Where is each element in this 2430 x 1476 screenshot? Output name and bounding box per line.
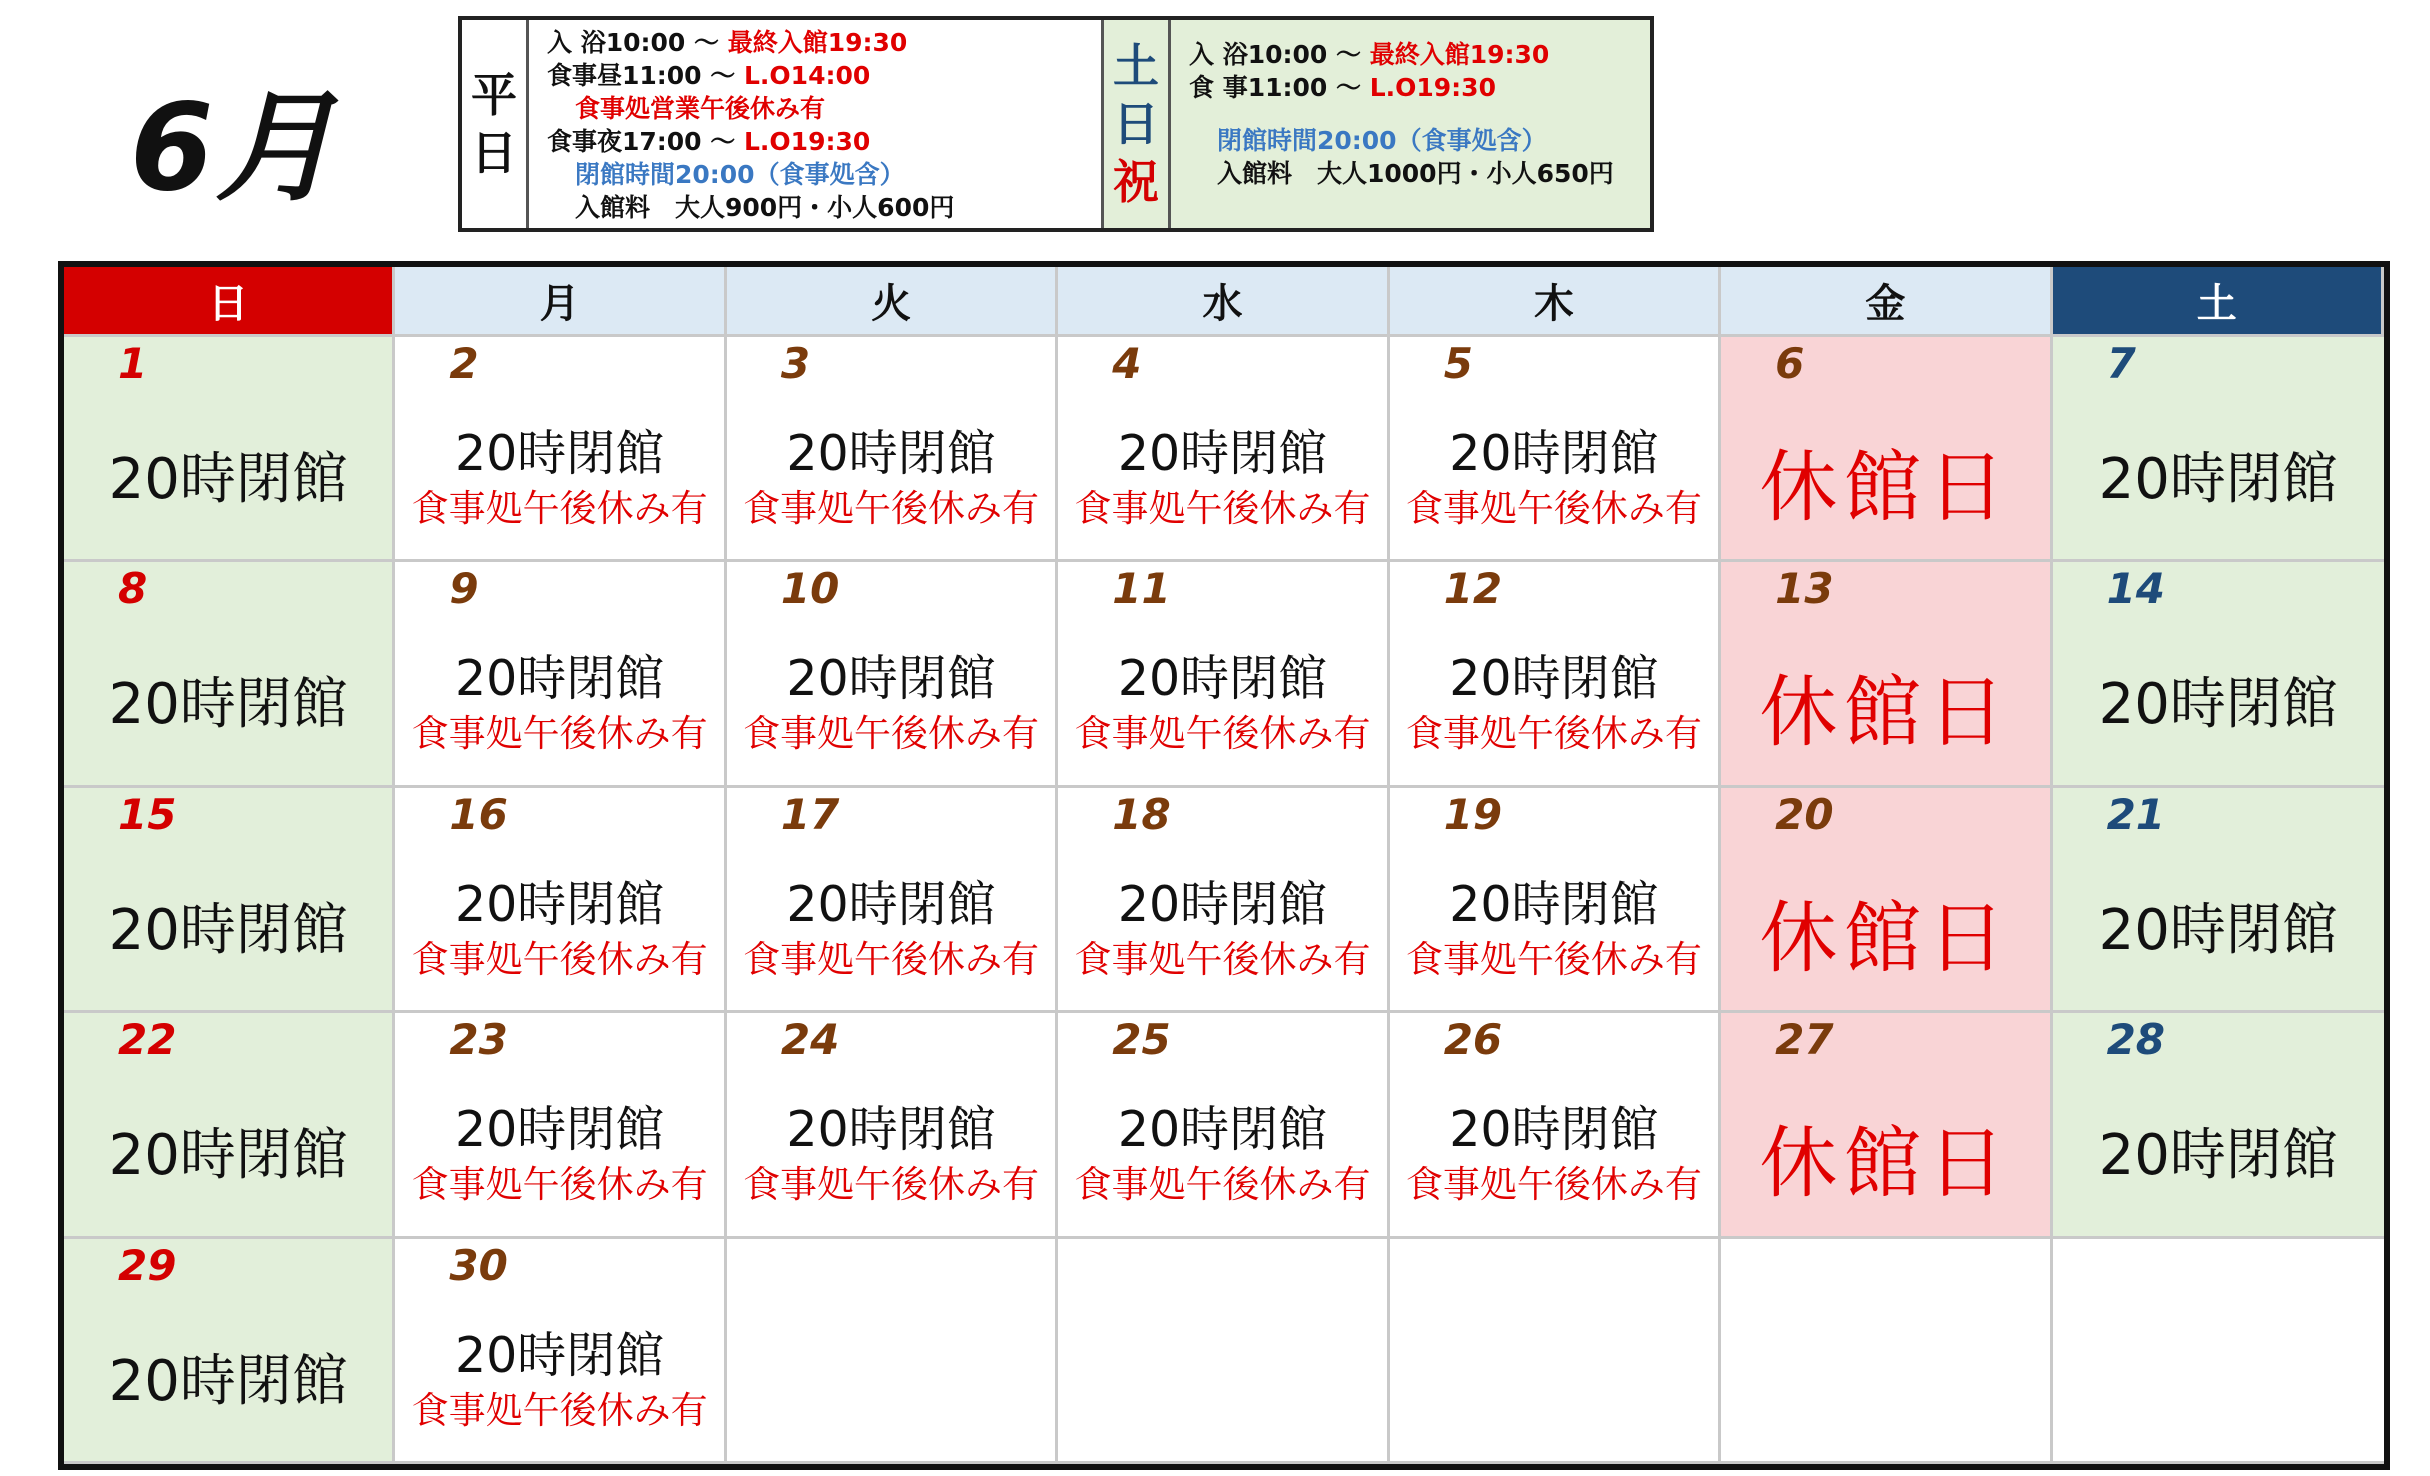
restaurant-break-note: 食事処午後休み有 [411,1388,708,1432]
weekday-hours [529,20,1104,228]
calendar-day-cell [64,788,395,1013]
closing-time-label: 20時閉館 [454,1326,665,1384]
weekend-label-char: 日 [1113,97,1159,151]
restaurant-break-note: 食事処午後休み有 [1405,712,1702,756]
weekday-header-fri: 金 [1721,267,2052,337]
closing-time-label: 20時閉館 [108,447,348,512]
weekday-restaurant-note: 食事処営業午後休み有 [575,94,826,123]
restaurant-break-note: 食事処午後休み有 [1405,1163,1702,1207]
calendar-day-cell [1390,788,1721,1013]
calendar-day-cell [64,337,395,562]
hours-info-box [458,16,1654,232]
calendar-day-cell [727,1013,1058,1238]
month-title: 6月 [130,79,338,218]
calendar-day-cell [64,1239,395,1464]
info-text: 食事昼11:00 ～ [547,61,744,90]
calendar-day-cell [1390,562,1721,787]
closing-time-label: 20時閉館 [108,1123,348,1189]
day-number: 6 [1775,339,1805,388]
calendar-day-cell [1721,562,2052,787]
day-number: 25 [1112,1015,1171,1065]
day-number: 30 [449,1240,508,1290]
info-text-red: L.O19:30 [744,127,871,156]
calendar-day-cell [1721,337,2052,562]
closing-time-label: 20時閉館 [454,1101,665,1159]
closing-time-label: 20時閉館 [786,875,996,933]
day-number: 11 [1112,564,1171,614]
day-number: 29 [118,1240,177,1290]
weekday-header-tue: 火 [727,267,1058,337]
day-number: 19 [1443,789,1503,839]
closing-time-label: 20時閉館 [454,425,665,482]
calendar-day-cell [1721,1013,2052,1238]
calendar-day-cell [727,788,1058,1013]
weekend-label-char: 土 [1113,39,1159,93]
calendar-day-cell [395,788,726,1013]
calendar-day-cell [2053,562,2384,787]
day-number: 12 [1443,564,1503,614]
closing-time-label: 20時閉館 [2098,1123,2338,1189]
restaurant-break-note: 食事処午後休み有 [411,712,708,756]
weekday-lunch-hours [547,59,1091,92]
info-text: 食事夜17:00 ～ [547,127,744,156]
calendar-day-cell [1058,337,1389,562]
day-number: 3 [780,339,811,388]
restaurant-break-note: 食事処午後休み有 [1405,487,1702,530]
calendar-cell-empty [1390,1239,1721,1464]
calendar-day-cell [2053,1013,2384,1238]
calendar-cell-empty [2053,1239,2384,1464]
restaurant-break-note: 食事処午後休み有 [411,1163,708,1207]
restaurant-break-note: 食事処午後休み有 [411,937,708,981]
closing-time-label: 20時閉館 [786,650,996,708]
weekend-label-char: 祝 [1113,155,1159,209]
closing-time-label: 20時閉館 [1449,1101,1659,1159]
day-number: 9 [449,564,479,614]
calendar-cell-empty [1058,1239,1389,1464]
closed-day-label: 休館日 [1759,443,2012,533]
weekday-header-sun: 日 [64,267,395,337]
closing-time-label: 20時閉館 [108,897,348,963]
day-number: 13 [1775,564,1834,614]
closing-time-label: 20時閉館 [1117,650,1328,708]
day-number: 21 [2106,789,2166,839]
closing-time-label: 20時閉館 [2098,447,2338,512]
calendar-cell-empty [727,1239,1058,1464]
restaurant-break-note: 食事処午後休み有 [743,712,1040,756]
restaurant-break-note: 食事処午後休み有 [743,937,1040,981]
calendar-day-cell [64,1013,395,1238]
restaurant-break-note: 食事処午後休み有 [743,487,1040,530]
weekday-header-wed: 水 [1058,267,1389,337]
calendar-day-cell [2053,788,2384,1013]
restaurant-break-note: 食事処午後休み有 [1074,1163,1371,1207]
day-number: 5 [1443,339,1473,388]
info-text: 食 事11:00 ～ [1189,73,1370,102]
closing-time-label: 20時閉館 [1449,425,1659,482]
closed-day-label: 休館日 [1759,893,2012,984]
weekday-label [462,20,529,228]
day-number: 26 [1443,1015,1503,1065]
closing-time-label: 20時閉館 [1117,875,1328,933]
calendar-day-cell [2053,337,2384,562]
day-number: 23 [449,1015,508,1065]
day-number: 10 [780,564,840,614]
day-number: 22 [118,1015,177,1065]
day-number: 14 [2106,564,2166,614]
calendar [58,261,2390,1470]
day-number: 24 [780,1015,840,1065]
restaurant-break-note: 食事処午後休み有 [1405,937,1702,981]
calendar-grid [64,267,2384,1464]
day-number: 2 [449,339,479,388]
calendar-cell-empty [1721,1239,2052,1464]
day-number: 17 [780,789,840,839]
weekend-hours [1171,20,1650,228]
closing-time-label: 20時閉館 [1449,875,1659,933]
closed-day-label: 休館日 [1759,668,2012,759]
calendar-day-cell [1390,337,1721,562]
weekend-closing-time: 閉館時間20:00（食事処含） [1217,126,1547,155]
weekend-bath-hours [1189,38,1640,71]
closing-time-label: 20時閉館 [786,425,996,482]
weekday-header-sat: 土 [2053,267,2384,337]
info-text: 入 浴10:00 ～ [1189,40,1370,69]
info-text-red: L.O19:30 [1369,73,1496,102]
day-number: 7 [2106,339,2136,388]
info-text-red: 最終入館19:30 [1369,40,1550,69]
weekday-closing-time: 閉館時間20:00（食事処含） [575,160,905,189]
weekday-dinner-hours [547,125,1091,158]
calendar-day-cell [64,562,395,787]
closing-time-label: 20時閉館 [1449,650,1659,708]
closing-time-label: 20時閉館 [2098,897,2338,963]
calendar-day-cell [1390,1013,1721,1238]
day-number: 4 [1112,339,1142,388]
closing-time-label: 20時閉館 [1117,1101,1328,1159]
weekday-label-char: 平 [471,68,517,122]
day-number: 1 [118,339,148,388]
day-number: 18 [1112,789,1171,839]
closing-time-label: 20時閉館 [454,650,665,708]
closing-time-label: 20時閉館 [108,1348,348,1414]
day-number: 27 [1775,1015,1834,1065]
weekday-admission-fee: 入館料 大人900円・小人600円 [575,193,955,222]
info-text: 入 浴10:00 ～ [547,28,728,57]
calendar-day-cell [1058,562,1389,787]
weekend-meal-hours [1189,71,1640,104]
day-number: 16 [449,789,508,839]
calendar-day-cell [395,1239,726,1464]
calendar-day-cell [395,1013,726,1238]
closing-time-label: 20時閉館 [454,875,665,933]
restaurant-break-note: 食事処午後休み有 [743,1163,1040,1207]
day-number: 28 [2106,1015,2166,1065]
weekday-header-thu: 木 [1390,267,1721,337]
calendar-day-cell [1058,788,1389,1013]
closed-day-label: 休館日 [1759,1119,2012,1210]
weekday-label-char: 日 [471,126,517,180]
calendar-day-cell [1721,788,2052,1013]
weekend-admission-fee: 入館料 大人1000円・小人650円 [1217,159,1614,188]
closing-time-label: 20時閉館 [2098,672,2338,738]
restaurant-break-note: 食事処午後休み有 [1074,712,1371,756]
calendar-day-cell [395,562,726,787]
calendar-day-cell [1058,1013,1389,1238]
weekend-label [1104,20,1171,228]
restaurant-break-note: 食事処午後休み有 [1074,937,1371,981]
calendar-day-cell [395,337,726,562]
calendar-day-cell [727,562,1058,787]
info-text-red: 最終入館19:30 [727,28,908,57]
closing-time-label: 20時閉館 [786,1101,996,1159]
closing-time-label: 20時閉館 [108,672,348,738]
info-text-red: L.O14:00 [744,61,871,90]
calendar-day-cell [727,337,1058,562]
weekday-bath-hours [547,26,1091,59]
restaurant-break-note: 食事処午後休み有 [1074,487,1371,530]
restaurant-break-note: 食事処午後休み有 [411,487,708,530]
day-number: 8 [118,564,148,614]
weekday-header-mon: 月 [395,267,726,337]
day-number: 15 [118,789,177,839]
day-number: 20 [1775,789,1834,839]
closing-time-label: 20時閉館 [1117,425,1328,482]
